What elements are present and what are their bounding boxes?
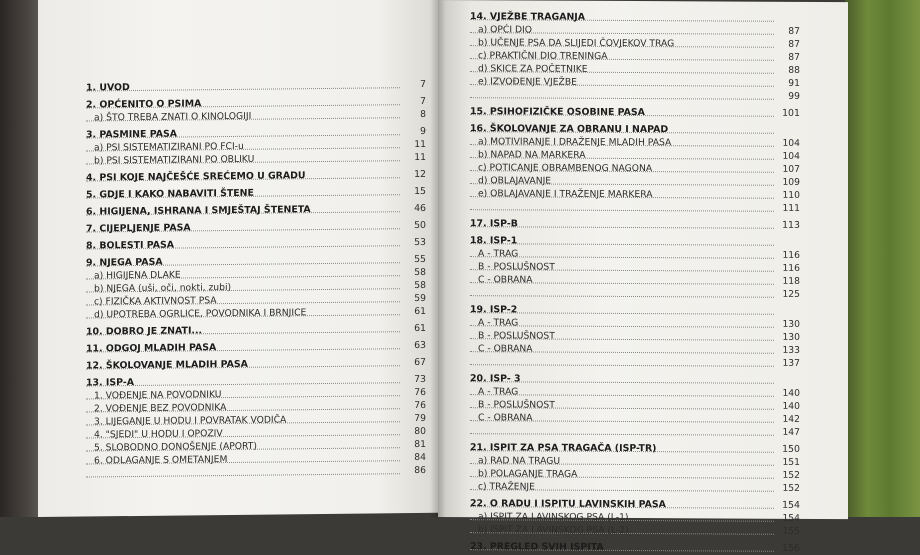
toc-page-number: 152	[776, 469, 800, 482]
dot-leader	[470, 295, 774, 298]
toc-entry	[470, 480, 800, 495]
toc-entry-title: 1. UVOD	[86, 82, 130, 93]
toc-page-number: 58	[402, 279, 426, 292]
toc-entry-title: b) PSI SISTEMATIZIRANI PO OBLIKU	[94, 154, 254, 167]
toc-page-number: 61	[402, 305, 426, 318]
toc-entry-title: b) UČENJE PSA DA SLIJEDI ČOVJEKOV TRAG	[478, 37, 674, 49]
toc-entry-title: a) ŠTO TREBA ZNATI O KINOLOGIJI	[94, 111, 251, 124]
toc-entry-title: C - OBRANA	[478, 274, 533, 285]
toc-entry-title: 9. NJEGA PASA	[86, 257, 163, 269]
toc-entry-title: A - TRAG	[478, 317, 518, 328]
toc-page-number: 91	[776, 77, 800, 90]
toc-entry	[86, 219, 426, 236]
dot-leader	[470, 364, 774, 367]
toc-entry-title: 8. BOLESTI PASA	[86, 240, 174, 252]
toc-entry	[470, 217, 800, 232]
toc-page-number: 118	[776, 275, 800, 288]
background-dark-left	[0, 0, 40, 517]
toc-page-number: 12	[402, 168, 426, 181]
toc-entry-title: 6. ODLAGANJE S OMETANJEM	[94, 454, 227, 466]
toc-page-number: 7	[402, 95, 426, 108]
toc-entry-title: c) POTICANJE OBRAMBENOG NAGONA	[478, 162, 652, 174]
toc-entry	[470, 88, 800, 103]
toc-entry-title: a) HIGIJENA DLAKE	[94, 270, 181, 282]
toc-page-number: 61	[402, 322, 426, 335]
toc-page-number: 58	[402, 266, 426, 279]
toc-entry-title: C - OBRANA	[478, 412, 533, 423]
toc-page-number: 152	[776, 482, 800, 495]
toc-page-number: 110	[776, 189, 800, 202]
toc-page-number: 8	[402, 108, 426, 121]
toc-page-number: 87	[776, 38, 800, 51]
toc-page-number: 67	[402, 356, 426, 369]
toc-page-number: 147	[776, 426, 800, 439]
toc-entry	[86, 322, 426, 339]
toc-page-number: 150	[776, 443, 800, 456]
toc-entry-title: a) ISPIT ZA LAVINSKOG PSA (L-1)	[478, 511, 629, 523]
dot-leader	[86, 87, 400, 91]
toc-page-number: 137	[776, 357, 800, 370]
toc-page-number: 130	[776, 318, 800, 331]
toc-entry-title: 21. ISPIT ZA PSA TRAGAČA (ISP-TR)	[470, 442, 656, 454]
toc-page-number: 113	[776, 219, 800, 232]
toc-page-number: 7	[402, 78, 426, 91]
toc-entry-title: 2. VOĐENJE BEZ POVODNIKA	[94, 402, 226, 414]
toc-page-number: 63	[402, 339, 426, 352]
toc-entry	[470, 424, 800, 439]
toc-entry-title: 11. ODGOJ MLADIH PASA	[86, 342, 216, 354]
dot-leader	[470, 433, 774, 436]
toc-page-number: 156	[776, 542, 800, 555]
toc-page-number: 151	[776, 456, 800, 469]
toc-entry	[86, 78, 426, 95]
toc-entry-title: 2. OPĆENITO O PSIMA	[86, 98, 201, 110]
toc-page-number: 88	[776, 64, 800, 77]
toc-entry-title: A - TRAG	[478, 248, 518, 259]
toc-entry-title: C - OBRANA	[478, 343, 533, 354]
toc-entry-title: 20. ISP- 3	[470, 373, 521, 384]
toc-entry	[86, 202, 426, 219]
toc-page-number: 76	[402, 399, 426, 412]
toc-entry-title: B - POSLUŠNOST	[478, 261, 555, 272]
toc-entry-title: d) OBLAJAVANJE	[478, 175, 551, 186]
toc-entry-title: 3. PASMINE PASA	[86, 129, 177, 141]
toc-entry-title: B - POSLUŠNOST	[478, 399, 555, 410]
toc-page-number: 130	[776, 331, 800, 344]
toc-entry-title: 7. CIJEPLJENJE PASA	[86, 222, 191, 234]
toc-page-number: 142	[776, 413, 800, 426]
toc-entry-title: 1. VOĐENJE NA POVODNIKU	[94, 389, 221, 401]
toc-entry-title: c) FIZIČKA AKTIVNOST PSA	[94, 295, 217, 307]
toc-page-number: 99	[776, 90, 800, 103]
toc-entry-title: 23. PREGLED SVIH ISPITA	[470, 541, 604, 553]
toc-entry-title: 19. ISP-2	[470, 304, 517, 315]
toc-entry-title: 16. ŠKOLOVANJE ZA OBRANU I NAPAD	[470, 123, 668, 135]
toc-entry-title: 15. PSIHOFIZIČKE OSOBINE PASA	[470, 106, 645, 118]
toc-page-number: 87	[776, 25, 800, 38]
toc-entry-title: 14. VJEŽBE TRAGANJA	[470, 11, 585, 23]
toc-page-number: 125	[776, 288, 800, 301]
dot-leader	[86, 473, 400, 477]
toc-entry-title: A - TRAG	[478, 386, 518, 397]
toc-entry-title: b) NAPAD NA MARKERA	[478, 149, 586, 161]
toc-entry	[470, 523, 800, 538]
toc-page-number: 84	[402, 451, 426, 464]
toc-page-number: 107	[776, 163, 800, 176]
toc-entry-title: 5. SLOBODNO DONOŠENJE (APORT)	[94, 441, 257, 454]
book-page-left	[38, 0, 438, 517]
toc-entry	[86, 108, 426, 125]
toc-entry	[470, 540, 800, 555]
background-green-fabric	[845, 0, 920, 517]
toc-entry-title: 3. LIJEGANJE U HODU I POVRATAK VODIČA	[94, 414, 286, 427]
toc-page-number: 53	[402, 236, 426, 249]
toc-entry-title: a) PSI SISTEMATIZIRANI PO FCI-u	[94, 141, 244, 154]
toc-page-number: 140	[776, 400, 800, 413]
toc-entry-title: 18. ISP-1	[470, 235, 517, 246]
toc-entry	[86, 236, 426, 253]
toc-page-number: 79	[402, 412, 426, 425]
toc-entry-title: d) UPOTREBA OGRLICE, POVODNIKA I BRNJICE	[94, 307, 306, 320]
toc-page-number: 155	[776, 525, 800, 538]
table-of-contents-right	[470, 10, 800, 555]
toc-entry	[470, 200, 800, 215]
toc-entry	[86, 168, 426, 185]
toc-page-number: 116	[776, 262, 800, 275]
toc-entry-title: 22. O RADU I ISPITU LAVINSKIH PASA	[470, 498, 666, 510]
toc-entry-title: 6. HIGIJENA, ISHRANA I SMJEŠTAJ ŠTENETA	[86, 204, 311, 217]
toc-entry-title: b) POLAGANJE TRAGA	[478, 468, 577, 480]
toc-page-number: 104	[776, 137, 800, 150]
toc-page-number: 11	[402, 151, 426, 164]
toc-entry-title: 17. ISP-B	[470, 218, 518, 229]
toc-entry	[86, 339, 426, 356]
toc-entry-title: 12. ŠKOLOVANJE MLADIH PASA	[86, 359, 248, 372]
toc-page-number: 11	[402, 138, 426, 151]
table-of-contents-left	[86, 78, 426, 481]
toc-entry	[86, 305, 426, 322]
book-page-right	[438, 0, 848, 519]
book-gutter	[430, 0, 446, 517]
dot-leader	[470, 209, 774, 212]
toc-entry	[86, 185, 426, 202]
toc-entry	[86, 464, 426, 481]
toc-entry-title: e) OBLAJAVANJE I TRAŽENJE MARKERA	[478, 188, 653, 200]
toc-entry-title: 4. "SJEDI" U HODU I OPOZIV	[94, 428, 223, 440]
toc-page-number: 55	[402, 253, 426, 266]
toc-page-number: 140	[776, 387, 800, 400]
toc-page-number: 50	[402, 219, 426, 232]
toc-entry-title: c) TRAŽENJE	[478, 481, 535, 492]
toc-entry-title: 5. GDJE I KAKO NABAVITI ŠTENE	[86, 188, 254, 201]
toc-page-number: 15	[402, 185, 426, 198]
toc-entry	[470, 355, 800, 370]
toc-page-number: 111	[776, 202, 800, 215]
toc-page-number: 109	[776, 176, 800, 189]
toc-page-number: 116	[776, 249, 800, 262]
toc-entry-title: 10. DOBRO JE ZNATI...	[86, 325, 202, 337]
toc-entry-title: 13. ISP-A	[86, 377, 134, 389]
toc-page-number: 87	[776, 51, 800, 64]
toc-page-number: 104	[776, 150, 800, 163]
toc-entry-title: c) PRAKTIČNI DIO TRENINGA	[478, 50, 608, 62]
toc-page-number: 9	[402, 125, 426, 138]
toc-page-number: 80	[402, 425, 426, 438]
toc-page-number: 133	[776, 344, 800, 357]
toc-entry-title: a) MOTIVIRANJE I DRAŽENJE MLADIH PASA	[478, 136, 671, 148]
toc-entry-title: B - POSLUŠNOST	[478, 330, 555, 341]
toc-page-number: 154	[776, 512, 800, 525]
toc-entry	[470, 286, 800, 301]
toc-page-number: 81	[402, 438, 426, 451]
toc-entry-title: e) IZVOĐENJE VJEŽBE	[478, 76, 577, 88]
toc-entry	[470, 105, 800, 120]
toc-entry-title: 4. PSI KOJE NAJČEŠĆE SREĆEMO U GRADU	[86, 170, 306, 183]
toc-page-number: 46	[402, 202, 426, 215]
toc-entry	[86, 151, 426, 168]
toc-page-number: 101	[776, 107, 800, 120]
toc-page-number: 59	[402, 292, 426, 305]
toc-entry-title: b) ISPIT ZA LAVINSKOG PSA (L-2)	[478, 524, 629, 536]
dot-leader	[470, 97, 774, 100]
toc-page-number: 73	[402, 373, 426, 386]
toc-page-number: 154	[776, 499, 800, 512]
toc-page-number: 86	[402, 464, 426, 477]
toc-entry-title: a) RAD NA TRAGU	[478, 455, 560, 466]
toc-entry-title: b) NJEGA (uši, oči, nokti, zubi)	[94, 282, 231, 294]
toc-entry-title: a) OPĆI DIO	[478, 24, 532, 35]
toc-entry	[86, 356, 426, 373]
toc-entry-title: d) SKICE ZA POČETNIKE	[478, 63, 588, 75]
toc-page-number: 76	[402, 386, 426, 399]
